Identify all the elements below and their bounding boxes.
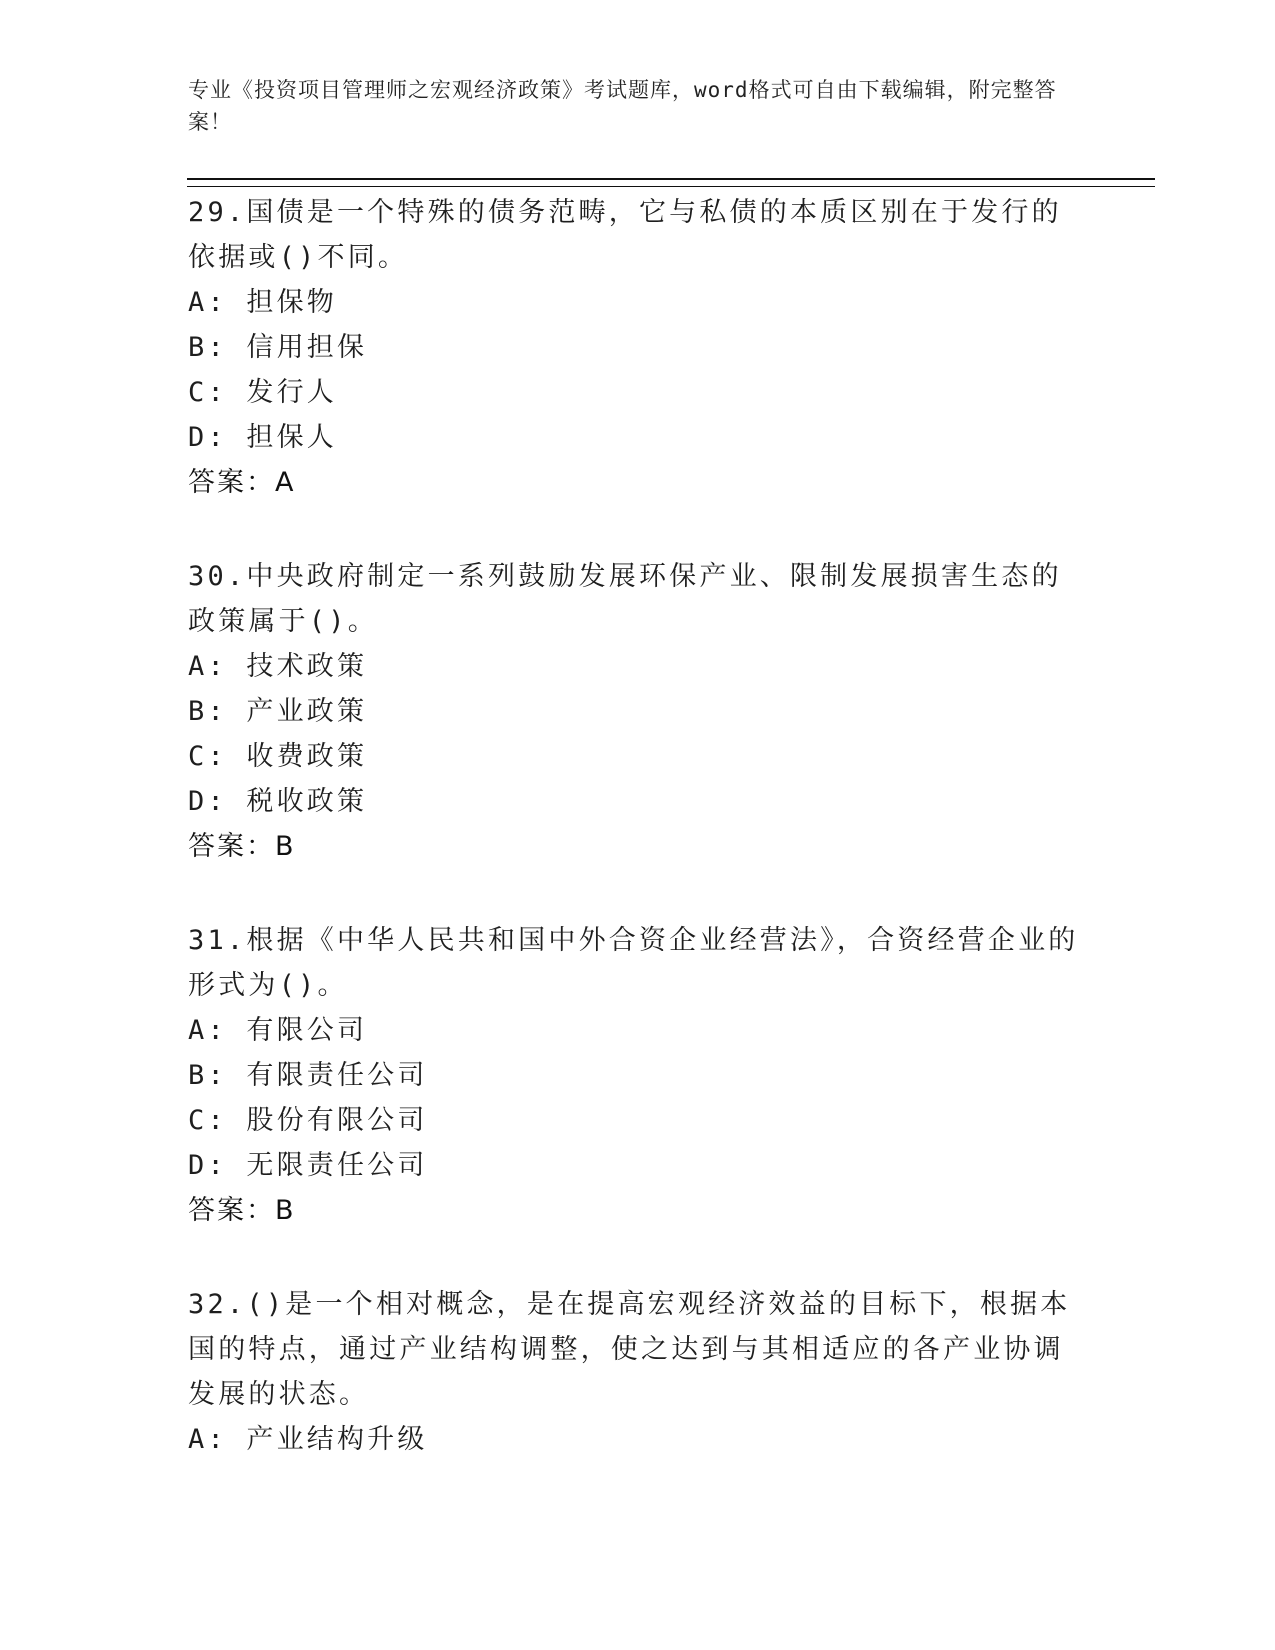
question-31 [188, 918, 1088, 1233]
option-d: D: 税收政策 [188, 786, 368, 817]
option-a: A: 担保物 [188, 287, 337, 318]
answer-line [188, 1188, 1088, 1233]
option-c: C: 收费政策 [188, 741, 368, 772]
option-b: B: 信用担保 [188, 332, 368, 363]
answer-label: 答案： [188, 831, 275, 862]
question-text: 31.根据《中华人民共和国中外合资企业经营法》，合资经营企业的形式为()。 [188, 925, 1079, 1001]
option-b: B: 有限责任公司 [188, 1060, 428, 1091]
answer-label: 答案： [188, 467, 275, 498]
option-c: C: 股份有限公司 [188, 1105, 428, 1136]
question-list [188, 190, 1088, 1511]
option-c: C: 发行人 [188, 377, 337, 408]
option-d: D: 担保人 [188, 422, 337, 453]
option-a: A: 产业结构升级 [188, 1424, 428, 1455]
answer-value: B [275, 831, 294, 862]
answer-value: B [275, 1195, 294, 1226]
question-text: 29.国债是一个特殊的债务范畴，它与私债的本质区别在于发行的依据或()不同。 [188, 197, 1062, 273]
answer-line [188, 460, 1088, 505]
answer-label: 答案： [188, 1195, 275, 1226]
question-29 [188, 190, 1088, 505]
option-a: A: 技术政策 [188, 651, 368, 682]
option-d: D: 无限责任公司 [188, 1150, 428, 1181]
answer-value: A [275, 467, 294, 498]
question-text: 30.中央政府制定一系列鼓励发展环保产业、限制发展损害生态的政策属于()。 [188, 561, 1062, 637]
question-32 [188, 1282, 1088, 1462]
option-b: B: 产业政策 [188, 696, 368, 727]
question-30 [188, 554, 1088, 869]
question-text: 32.()是一个相对概念，是在提高宏观经济效益的目标下，根据本国的特点，通过产业结构调整，使之达到与其相适应的各产业协调发展的状态。 [188, 1289, 1071, 1410]
document-intro: 专业《投资项目管理师之宏观经济政策》考试题库，word格式可自由下载编辑，附完整答案！ [188, 78, 1057, 134]
header-divider [187, 178, 1155, 187]
answer-line [188, 824, 1088, 869]
option-a: A: 有限公司 [188, 1015, 368, 1046]
